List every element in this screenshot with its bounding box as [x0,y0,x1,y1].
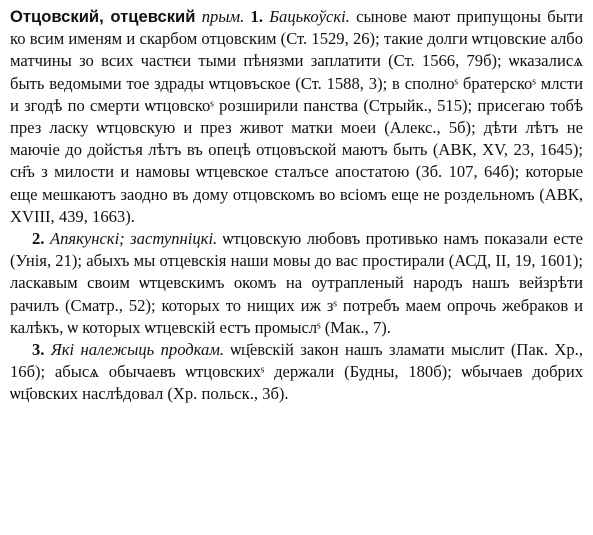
sense-citations: ѡтцовскую любовъ противько намъ показали есте (Унія, 21); абыхъ мы отцевскія наши мовы до вас простирали (АСД, II, 19, 1601); ласкавым своим ѡтцевскимъ окомъ на оутрапленый народъ нашъ вейзрѣти рачилъ (Сматр., 52); которых то нищих иж зˢ потребъ маем опрочь жебраков и калѣкъ, ѡ которых ѡтцевскій естъ промыслˢ (Мак., 7). [10,229,584,337]
sense-citations: сынове мают припущоны быти ко всим именям и скарбом отцовским (Ст. 1529, 26); такие долги ѡтцовские албо матчины зо всих частѥи тыми пѣнязми заплатити (Ст. 1566, 79б); ѡказалисѧ быть ведомыми тое здрады ѡтцовъское (Ст. 1588, 3); в сполноˢ братерскоˢ млсти и згодѣ по смерти ѡтцовскоˢ розширили панства (Стрыйк., 515); присегаю тобѣ през ласку ѡтцовскую и през живот матки моеи (Алекс., 5б); дѣти лѣтъ не маючіе до дойстья лѣтъ въ опецѣ отцовъской маютъ быть (АВК, XV, 23, 1645); сн҃ъ з милости и намовы ѡтцевское сталъсе апостатою (Зб. 107, 64б); которые еще мешкаютъ заодно въ дому отцовскомъ во всіомъ еще не роздельномъ (АВК, XVIII, 439, 1663). [10,7,583,226]
sense-1-paragraph [10,6,583,228]
sense-number: 3. [32,340,45,360]
sense-gloss: Апякунскі; заступніцкі. [49,229,218,249]
headword: Отцовский, отцевский [10,7,196,26]
sense-number: 2. [32,229,45,249]
sense-gloss: Які належыць продкам. [50,340,225,360]
sense-citations: ѡц҃евскій закон нашъ зламати мыслит (Пак. Хр., 16б); абысѧ обычаевъ ѡтцовскихˢ держали (Будны, 180б); ѡбычаев добрих ѡц҃овских наслѣдовал (Хр. польск., 3б). [10,340,583,404]
sense-number: 1. [250,7,263,26]
part-of-speech: прым. [201,7,245,26]
sense-2-paragraph [10,228,583,339]
sense-gloss: Бацькоўскі. [269,7,350,26]
sense-3-paragraph [10,339,583,406]
